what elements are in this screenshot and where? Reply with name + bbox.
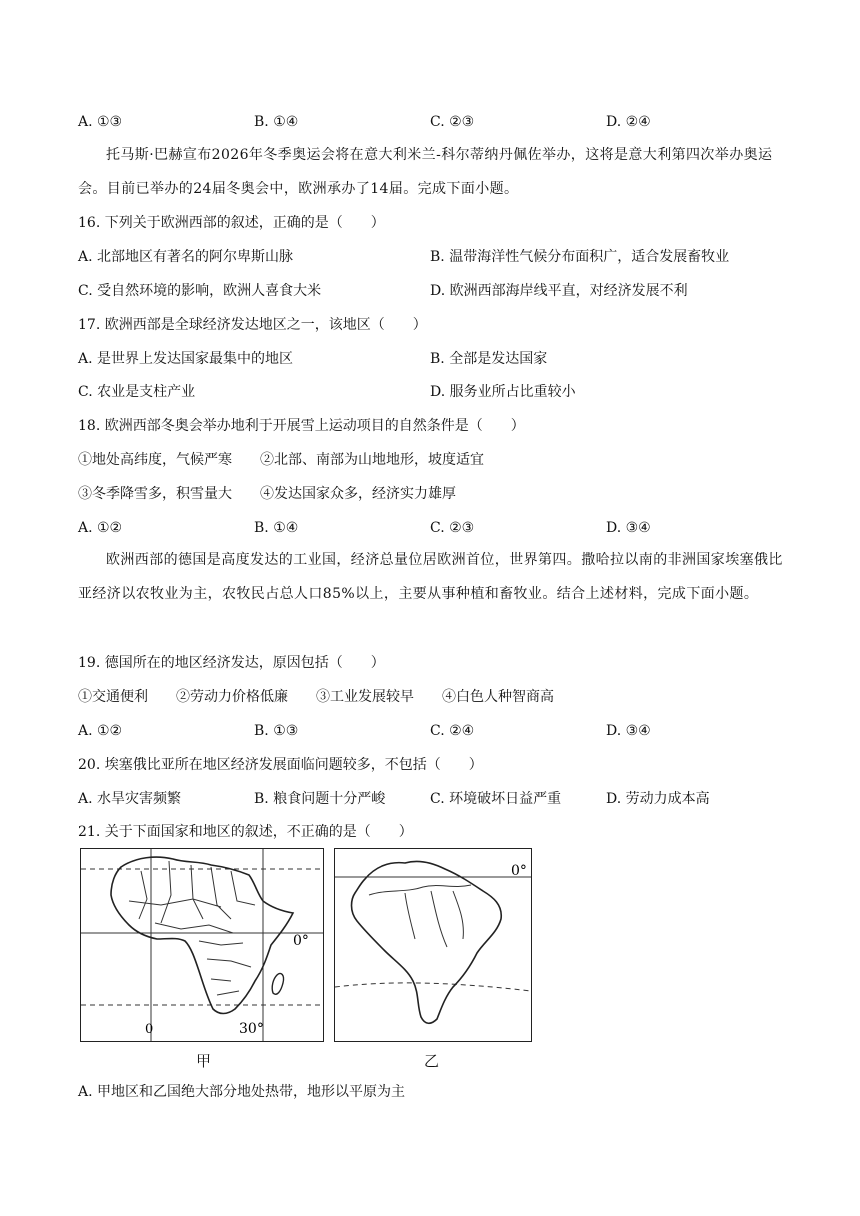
q18-stem: 18. 欧洲西部冬奥会举办地利于开展雪上运动项目的自然条件是（ ）: [78, 418, 525, 434]
q17-option-b: B. 全部是发达国家: [430, 351, 548, 367]
q17-stem: 17. 欧洲西部是全球经济发达地区之一，该地区（ ）: [78, 317, 427, 333]
map-africa: [80, 848, 324, 1042]
q19-statements: ①交通便利 ②劳动力价格低廉 ③工业发展较早 ④白色人种智商高: [78, 689, 554, 705]
q20-options: [78, 789, 784, 809]
q18-option-c: C. ②③: [430, 520, 475, 536]
q17-option-a: A. 是世界上发达国家最集中的地区: [78, 351, 294, 367]
africa-lat0-label: 0°: [293, 933, 309, 949]
q16-stem: 16. 下列关于欧洲西部的叙述，正确的是（ ）: [78, 215, 385, 231]
q18-statements-1: ①地处高纬度，气候严寒 ②北部、南部为山地地形，坡度适宜: [78, 452, 484, 468]
map-label-jia: 甲: [196, 1052, 212, 1070]
q17-options-row1: [78, 349, 784, 369]
q17-options-row2: [78, 382, 784, 402]
q16-option-a: A. 北部地区有著名的阿尔卑斯山脉: [78, 249, 294, 265]
q16-option-c: C. 受自然环境的影响，欧洲人喜食大米: [78, 283, 322, 299]
q18-statements-2: ③冬季降雪多，积雪量大 ④发达国家众多，经济实力雄厚: [78, 486, 456, 502]
q19-option-c: C. ②④: [430, 723, 475, 739]
q18-option-b: B. ①④: [254, 520, 299, 536]
q18-options: [78, 518, 784, 538]
q19-stem: 19. 德国所在的地区经济发达，原因包括（ ）: [78, 655, 385, 671]
q21-option-a: A. 甲地区和乙国绝大部分地处热带，地形以平原为主: [78, 1084, 406, 1100]
q15-option-d: D. ②④: [606, 114, 651, 130]
map-brazil: [334, 848, 532, 1042]
q21-stem: 21. 关于下面国家和地区的叙述，不正确的是（ ）: [78, 824, 413, 840]
q17-option-c: C. 农业是支柱产业: [78, 384, 196, 400]
q19-option-d: D. ③④: [606, 723, 651, 739]
q16-option-b: B. 温带海洋性气候分布面积广，适合发展畜牧业: [430, 249, 730, 265]
q19-option-b: B. ①③: [254, 723, 299, 739]
brazil-lat0-label: 0°: [511, 863, 527, 879]
map-label-yi: 乙: [424, 1052, 440, 1070]
africa-lon0-label: 0: [145, 1022, 154, 1037]
africa-lon30-label: 30°: [239, 1021, 264, 1037]
passage-olympics: 托马斯·巴赫宣布2026年冬季奥运会将在意大利米兰-科尔蒂纳丹佩佐举办，这将是意大利第四次举办奥运会。目前已举办的24届冬奥会中，欧洲承办了14届。完成下面小题。: [78, 147, 773, 197]
q21-maps: [78, 848, 538, 1078]
q18-option-a: A. ①②: [78, 520, 123, 536]
q20-option-b: B. 粮食问题十分严峻: [254, 791, 386, 807]
q15-option-a: A. ①③: [78, 114, 123, 130]
q20-option-d: D. 劳动力成本高: [606, 791, 710, 807]
q20-stem: 20. 埃塞俄比亚所在地区经济发展面临问题较多，不包括（ ）: [78, 757, 483, 773]
q15-option-b: B. ①④: [254, 114, 299, 130]
brazil-map-drawing: [335, 849, 531, 1041]
q19-option-a: A. ①②: [78, 723, 123, 739]
q16-options-row2: [78, 281, 784, 301]
q15-options: [78, 112, 784, 132]
q20-option-c: C. 环境破坏日益严重: [430, 791, 562, 807]
q20-option-a: A. 水旱灾害频繁: [78, 791, 182, 807]
q19-options: [78, 721, 784, 741]
q18-option-d: D. ③④: [606, 520, 651, 536]
passage-germany-ethiopia: 欧洲西部的德国是高度发达的工业国，经济总量位居欧洲首位，世界第四。撒哈拉以南的非洲国家埃塞俄比亚经济以农牧业为主，农牧民占总人口85%以上，主要从事种植和畜牧业。结合上述材料，完成下面小题。: [78, 552, 783, 602]
africa-map-drawing: [81, 849, 323, 1041]
q16-options-row1: [78, 247, 784, 267]
q16-option-d: D. 欧洲西部海岸线平直，对经济发展不利: [430, 283, 688, 299]
q17-option-d: D. 服务业所占比重较小: [430, 384, 576, 400]
q15-option-c: C. ②③: [430, 114, 475, 130]
